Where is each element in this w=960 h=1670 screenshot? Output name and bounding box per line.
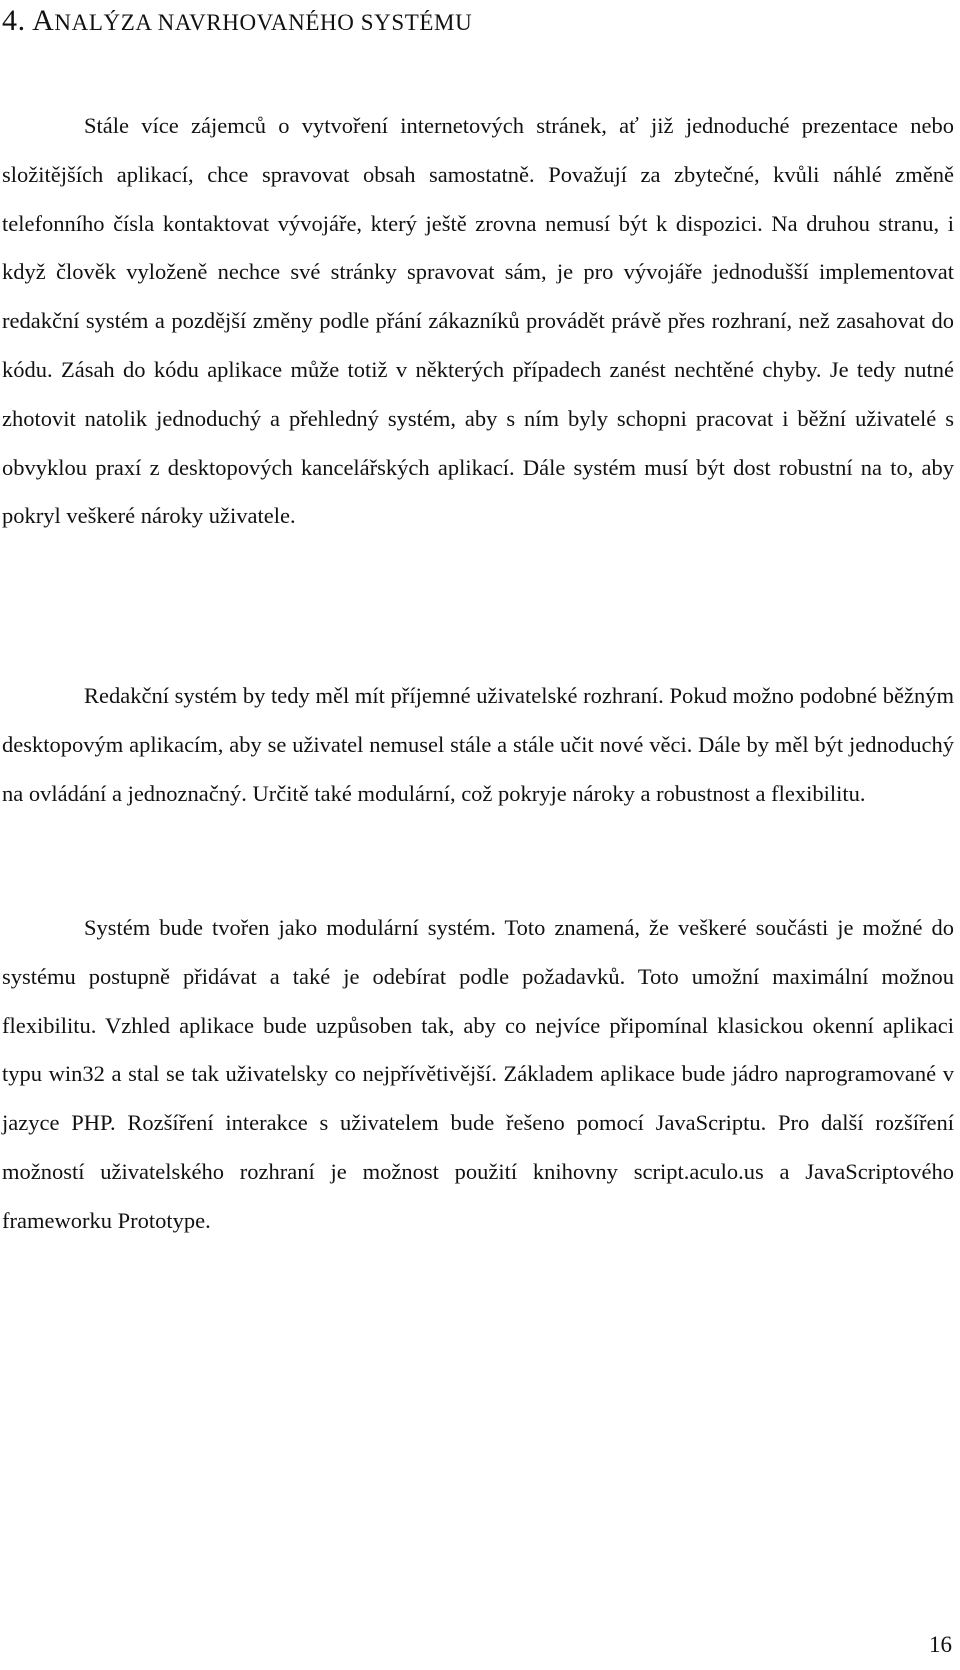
chapter-heading <box>2 4 472 38</box>
page-number: 16 <box>929 1632 952 1657</box>
paragraph-3: Systém bude tvořen jako modulární systém. Toto znamená, že veškeré součásti je možné do systému postupně přidávat a také je odebírat podle požadavků. Toto umožní maximální možnou flexibilitu. Vzhled aplikace bude uzpůsoben tak, aby co nejvíce připomínal klasickou okenní aplikaci typu win32 a stal se tak uživatelsky co nejpřívětivější. Základem aplikace bude jádro naprogramované v jazyce PHP. Rozšíření interakce s uživatelem bude řešeno pomocí JavaScriptu. Pro další rozšíření možností uživatelského rozhraní je možnost použití knihovny script.aculo.us a JavaScriptového frameworku Prototype. <box>2 915 954 1233</box>
paragraph-2: Redakční systém by tedy měl mít příjemné uživatelské rozhraní. Pokud možno podobné běžným desktopovým aplikacím, aby se uživatel nemusel stále a stále učit nové věci. Dále by měl být jednoduchý na ovládání a jednoznačný. Určitě také modulární, což pokryje nároky a robustnost a flexibilitu. <box>2 683 954 806</box>
paragraph-1: Stále více zájemců o vytvoření internetových stránek, ať již jednoduché prezentace nebo složitějších aplikací, chce spravovat obsah samostatně. Považují za zbytečné, kvůli náhlé změně telefonního čísla kontaktovat vývojáře, který ještě zrovna nemusí být k dispozici. Na druhou stranu, i když člověk vyloženě nechce své stránky spravovat sám, je pro vývojáře jednodušší implementovat redakční systém a pozdější změny podle přání zákazníků provádět právě přes rozhraní, než zasahovat do kódu. Zásah do kódu aplikace může totiž v některých případech zanést nechtěné chyby. Je tedy nutné zhotovit natolik jednoduchý a přehledný systém, aby s ním byly schopni pracovat i běžní uživatelé s obvyklou praxí z desktopových kancelářských aplikací. Dále systém musí být dost robustní na to, aby pokryl veškeré nároky uživatele. <box>2 113 954 529</box>
heading-smallcaps-text: NALÝZA NAVRHOVANÉHO SYSTÉMU <box>54 10 473 35</box>
chapter-number: 4. <box>2 4 26 37</box>
heading-initial: A <box>32 4 55 37</box>
